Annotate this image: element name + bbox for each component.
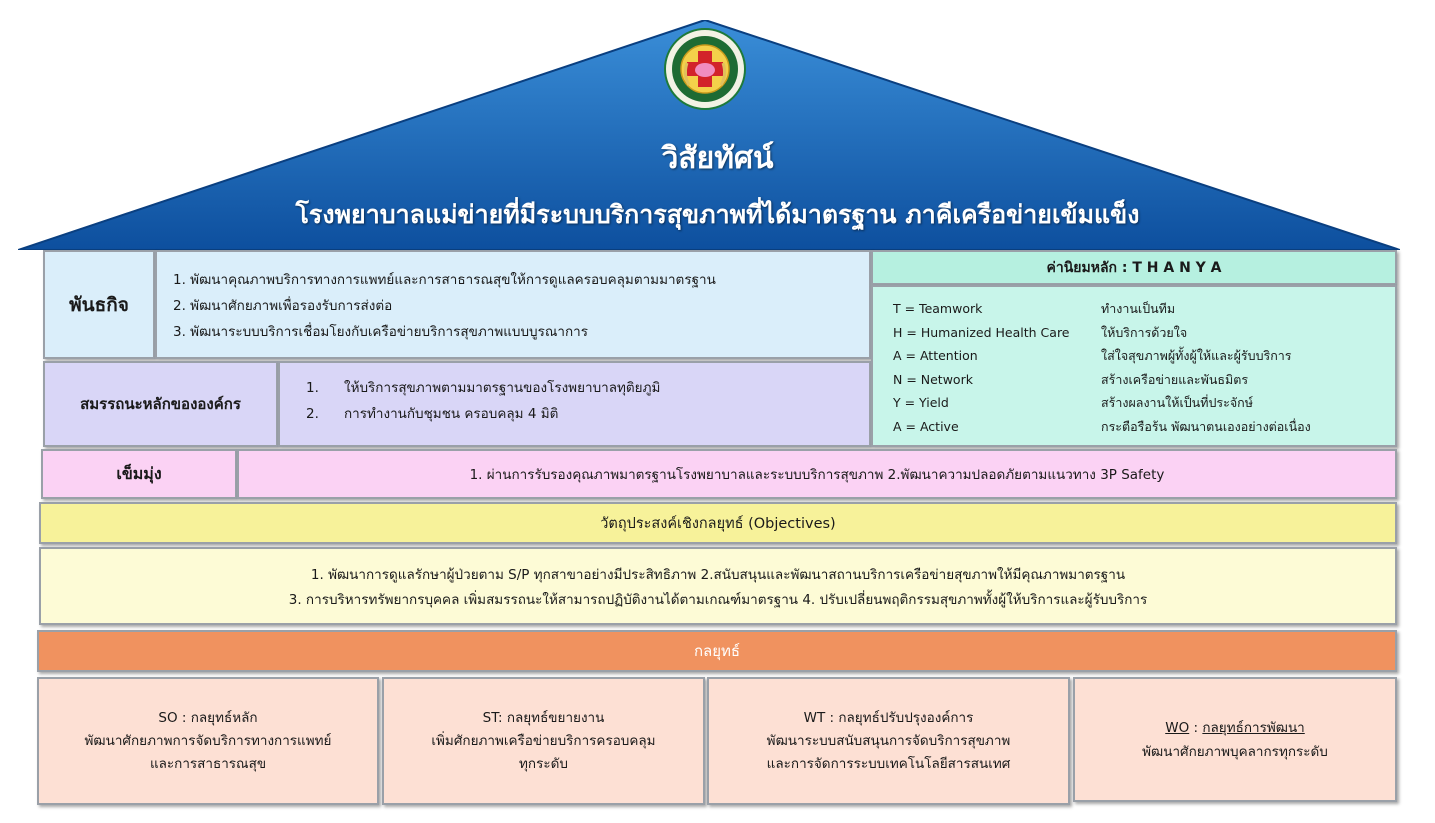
objectives-body bbox=[39, 547, 1397, 625]
value-item: A = Attention ใส่ใจสุขภาพผู้ทั้งผู้ให้และผู้รับบริการ bbox=[893, 348, 1292, 363]
strategy-card-st bbox=[382, 677, 705, 805]
strategy-card-line: ทุกระดับ bbox=[519, 755, 568, 772]
values-list bbox=[871, 285, 1397, 447]
vision-statement: โรงพยาบาลแม่ข่ายที่มีระบบบริการสุขภาพที่ได้มาตรฐาน ภาคีเครือข่ายเข้มแข็ง bbox=[295, 200, 1140, 229]
value-item: H = Humanized Health Care ให้บริการด้วยใจ bbox=[893, 324, 1188, 340]
strategy-card-line: พัฒนาศักยภาพบุคลากรทุกระดับ bbox=[1142, 743, 1328, 760]
values-title: ค่านิยมหลัก : T H A N Y A bbox=[871, 250, 1397, 285]
competency-list bbox=[278, 361, 871, 447]
strategy-card-wt bbox=[707, 677, 1070, 805]
strategy-card-line: พัฒนาระบบสนับสนุนการจัดบริการสุขภาพ bbox=[766, 732, 1011, 749]
competency-label: สมรรถนะหลักขององค์กร bbox=[43, 361, 278, 447]
strategy-card-head: WT : กลยุทธ์ปรับปรุงองค์การ bbox=[803, 709, 974, 726]
value-item: N = Network สร้างเครือข่ายและพันธมิตร bbox=[893, 371, 1249, 387]
mission-label: พันธกิจ bbox=[43, 250, 155, 359]
strategy-card-line: และการจัดการระบบเทคโนโลยีสารสนเทศ bbox=[766, 755, 1011, 772]
hospital-logo-icon bbox=[663, 27, 747, 111]
value-item: T = Teamwork ทำงานเป็นทีม bbox=[893, 301, 1176, 316]
strategy-card-so bbox=[37, 677, 379, 805]
objectives-title: วัตถุประสงค์เชิงกลยุทธ์ (Objectives) bbox=[39, 502, 1397, 544]
mission-item-2: 2. พัฒนาศักยภาพเพื่อรองรับการส่งต่อ bbox=[173, 298, 393, 314]
vision-title: วิสัยทัศน์ bbox=[661, 141, 774, 176]
strategy-card-head: SO : กลยุทธ์หลัก bbox=[158, 709, 258, 726]
mission-list bbox=[155, 250, 871, 359]
objectives-line-1: 1. พัฒนาการดูแลรักษาผู้ป่วยตาม S/P ทุกสาขาอย่างมีประสิทธิภาพ 2.สนับสนุนและพัฒนาสถานบริการเครือข่ายสุขภาพให้มีคุณภาพมาตรฐาน bbox=[310, 567, 1126, 583]
strategy-card-line: เพิ่มศักยภาพเครือข่ายบริการครอบคลุม bbox=[431, 732, 656, 749]
mission-item-1: 1. พัฒนาคุณภาพบริการทางการแพทย์และการสาธารณสุขให้การดูแลครอบคลุมตามมาตรฐาน bbox=[173, 272, 716, 288]
objectives-line-2: 3. การบริหารทรัพยากรบุคคล เพิ่มสมรรถนะให้สามารถปฏิบัติงานได้ตามเกณฑ์มาตรฐาน 4. ปรับเปลี่ยนพฤติกรรมสุขภาพทั้งผู้ให้บริการและผู้รับบริการ bbox=[288, 592, 1148, 608]
competency-item-1: 1. ให้บริการสุขภาพตามมาตรฐานของโรงพยาบาลทุติยภูมิ bbox=[306, 380, 661, 396]
mission-item-3: 3. พัฒนาระบบบริการเชื่อมโยงกับเครือข่ายบริการสุขภาพแบบบูรณาการ bbox=[173, 324, 588, 340]
strategy-card-head: ST: กลยุทธ์ขยายงาน bbox=[482, 709, 605, 726]
strategy-card-wo bbox=[1073, 677, 1397, 802]
value-item: Y = Yield สร้างผลงานให้เป็นที่ประจักษ์ bbox=[893, 395, 1253, 410]
focus-text: 1. ผ่านการรับรองคุณภาพมาตรฐานโรงพยาบาลและระบบบริการสุขภาพ 2.พัฒนาความปลอดภัยตามแนวทาง 3P Safety bbox=[237, 449, 1397, 499]
value-item: A = Active กระตือรือร้น พัฒนาตนเองอย่างต่อเนื่อง bbox=[893, 418, 1311, 434]
strategy-card-line: พัฒนาศักยภาพการจัดบริการทางการแพทย์ bbox=[84, 732, 332, 749]
strategy-card-head: WO : กลยุทธ์การพัฒนา bbox=[1165, 719, 1305, 736]
strategy-card-line: และการสาธารณสุข bbox=[149, 755, 267, 772]
strategy-title: กลยุทธ์ bbox=[37, 630, 1397, 672]
focus-label: เข็มมุ่ง bbox=[41, 449, 237, 499]
competency-item-2: 2. การทำงานกับชุมชน ครอบคลุม 4 มิติ bbox=[306, 406, 559, 422]
